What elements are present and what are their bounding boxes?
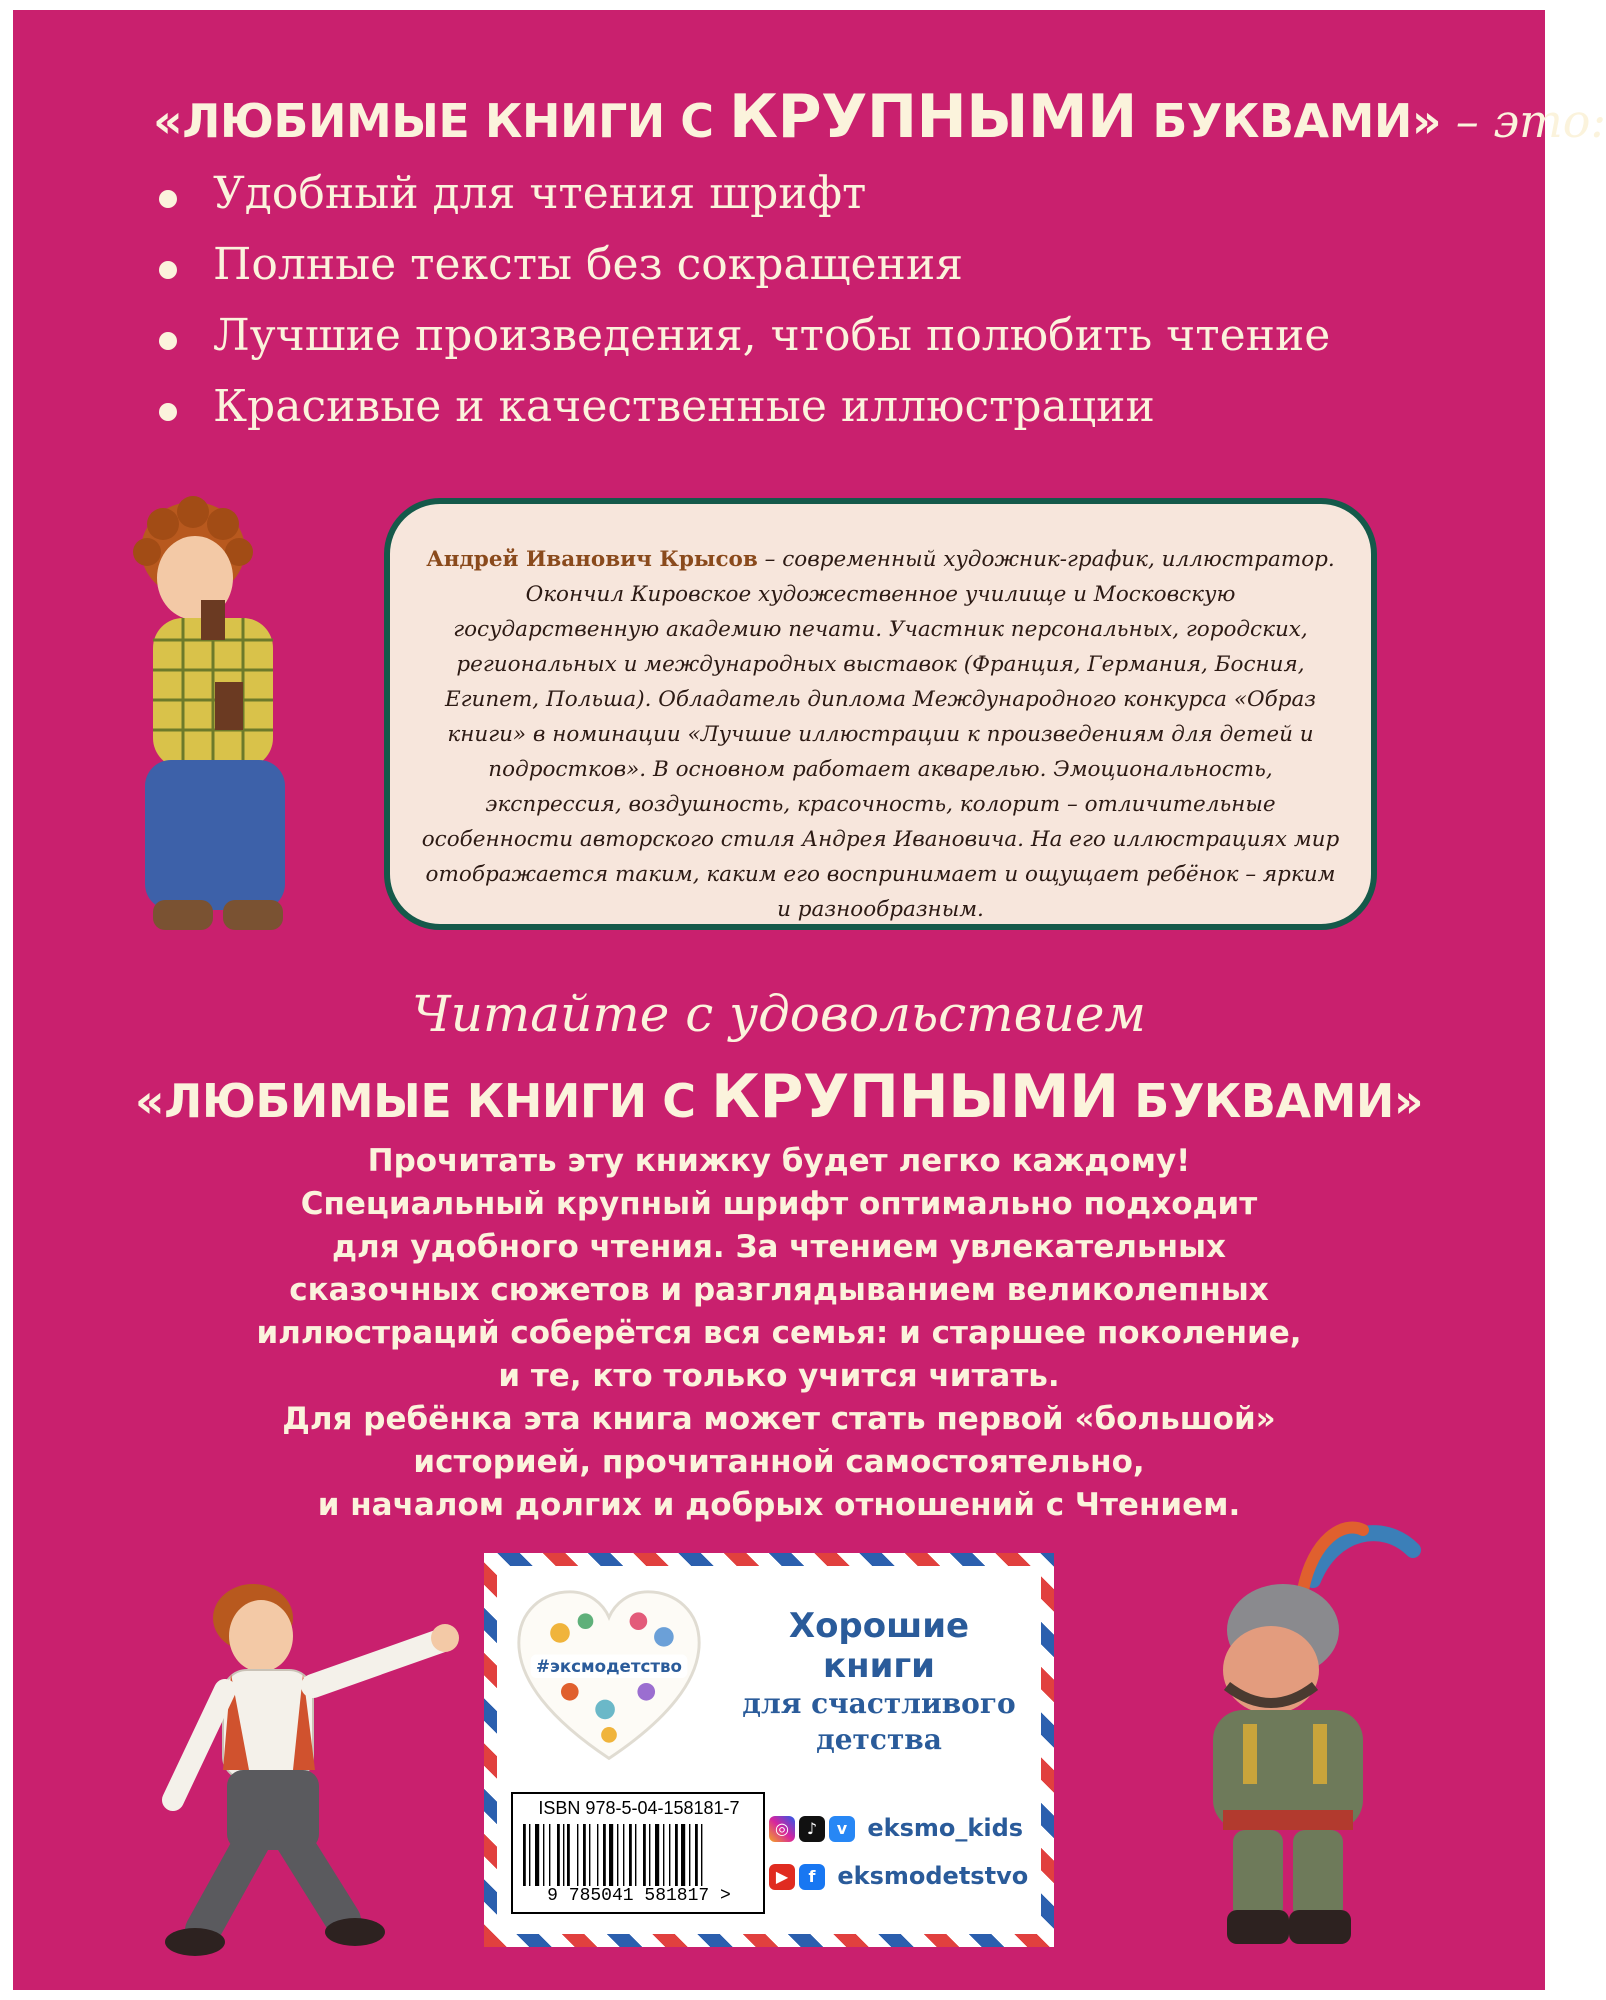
heart-logo-icon bbox=[511, 1582, 707, 1778]
barcode-bar bbox=[617, 1824, 618, 1886]
bullet-icon bbox=[159, 403, 177, 421]
instagram-icon[interactable]: ◎ bbox=[769, 1816, 795, 1842]
author-name: Андрей Иванович Крысов bbox=[426, 547, 758, 572]
barcode-digits: 9 785041 581817 > bbox=[547, 1886, 731, 1906]
barcode-bar bbox=[629, 1824, 632, 1886]
tiktok-icon[interactable]: ♪ bbox=[799, 1816, 825, 1842]
illustrator-bio bbox=[384, 498, 1377, 930]
barcode-bar bbox=[643, 1824, 646, 1886]
series-title-line bbox=[13, 82, 1606, 152]
barcode-bar bbox=[543, 1824, 544, 1886]
barcode-icon bbox=[521, 1824, 755, 1886]
bullet-icon bbox=[159, 332, 177, 350]
series-suffix: – это: bbox=[1441, 94, 1606, 148]
barcode-bar bbox=[635, 1824, 636, 1886]
barcode-bar bbox=[675, 1824, 678, 1886]
barcode-bar bbox=[695, 1824, 698, 1886]
barcode-bar bbox=[529, 1824, 530, 1886]
panel-content bbox=[497, 1566, 1041, 1934]
series-title-2: «ЛЮБИМЫЕ КНИГИ С КРУПНЫМИ БУКВАМИ» bbox=[134, 1062, 1424, 1132]
list-item: Лучшие произведения, чтобы полюбить чтение bbox=[153, 310, 1330, 381]
social-row-1 bbox=[769, 1814, 1023, 1842]
walking-boy-illustration bbox=[143, 1570, 473, 1970]
knight-illustration bbox=[1143, 1510, 1443, 1960]
barcode-bar bbox=[583, 1824, 586, 1886]
slogan: Хорошие книги для счастливого детства bbox=[742, 1606, 1016, 1756]
barcode-bar bbox=[597, 1824, 598, 1886]
barcode-bar bbox=[649, 1824, 650, 1886]
barcode-bar bbox=[567, 1824, 570, 1886]
barcode-bar bbox=[563, 1824, 564, 1886]
isbn-number: ISBN 978-5-04-158181-7 bbox=[538, 1798, 740, 1818]
bio-text: – современный художник-график, иллюстратор. Окончил Кировское художественное училище и Московскую государственную академию печати. Участник персональных, городских, региональных и международных выставок (Франция, Германия, Босния, Египет, Польша). Обладатель диплома Международного конкурса «Образ книги» в номинации «Лучшие иллюстрации к произведениям для детей и подростков». В основном работает акварелью. Эмоциональность, экспрессия, воздушность, красочность, колорит – отличительные особенности авторского стиля Андрея Ивановича. На его иллюстрациях мир отображается таким, каким его воспринимает и ощущает ребёнок – ярким и разнообразным. bbox=[421, 547, 1340, 922]
barcode-bar bbox=[701, 1824, 702, 1886]
barcode-bar bbox=[535, 1824, 539, 1886]
list-item: Полные тексты без сокращения bbox=[153, 239, 1330, 310]
boy-with-chocolate-illustration bbox=[83, 490, 343, 970]
facebook-icon[interactable]: f bbox=[799, 1864, 825, 1890]
barcode-bar bbox=[557, 1824, 560, 1886]
barcode-bar bbox=[681, 1824, 685, 1886]
vk-icon[interactable]: v bbox=[829, 1816, 855, 1842]
barcode-bar bbox=[669, 1824, 670, 1886]
barcode-bar bbox=[589, 1824, 590, 1886]
bullet-icon bbox=[159, 190, 177, 208]
back-info-panel bbox=[484, 1553, 1054, 1947]
list-item: Красивые и качественные иллюстрации bbox=[153, 381, 1330, 452]
back-cover bbox=[13, 10, 1606, 1990]
hashtag-text: #эксмодетство bbox=[536, 1657, 682, 1677]
barcode-bar bbox=[603, 1824, 606, 1886]
isbn-barcode bbox=[511, 1792, 765, 1914]
series-title: «ЛЮБИМЫЕ КНИГИ С КРУПНЫМИ БУКВАМИ» bbox=[153, 82, 1442, 152]
feature-list bbox=[153, 168, 1330, 452]
barcode-bar bbox=[689, 1824, 690, 1886]
barcode-bar bbox=[609, 1824, 613, 1886]
barcode-bar bbox=[549, 1824, 550, 1886]
bullet-icon bbox=[159, 261, 177, 279]
social-row-2 bbox=[769, 1862, 1028, 1890]
barcode-bar bbox=[523, 1824, 526, 1886]
youtube-icon[interactable]: ▶ bbox=[769, 1864, 795, 1890]
description-paragraph: Прочитать эту книжку будет легко каждому! Специальный крупный шрифт оптимально подходит для удобного чтения. За чтением увлекательных сказочных сюжетов и разглядыванием великолепных иллюстраций соберётся вся семья: и старшее поколение, и те, кто только учится читать. Для ребёнка эта книга может стать первой «большой» историей, прочитанной самостоятельно, и началом долгих и добрых отношений с Чтением. bbox=[256, 1143, 1302, 1523]
social-handle-detstvo[interactable]: eksmodetstvo bbox=[837, 1862, 1029, 1890]
social-handle-kids[interactable]: eksmo_kids bbox=[867, 1814, 1024, 1842]
list-item: Удобный для чтения шрифт bbox=[153, 168, 1330, 239]
barcode-bar bbox=[623, 1824, 624, 1886]
read-with-pleasure-heading: Читайте с удовольствием bbox=[412, 985, 1146, 1043]
barcode-bar bbox=[655, 1824, 659, 1886]
barcode-bar bbox=[663, 1824, 664, 1886]
barcode-bar bbox=[577, 1824, 578, 1886]
